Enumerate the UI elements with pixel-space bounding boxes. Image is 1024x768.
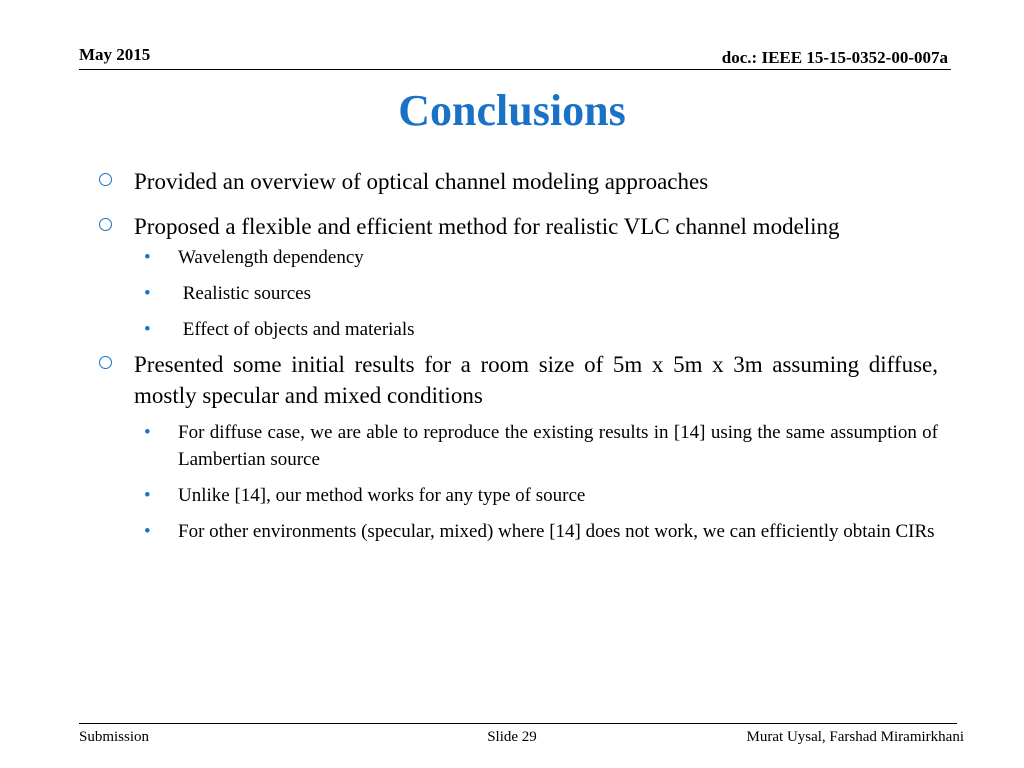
bullet-3	[96, 349, 938, 411]
hollow-circle-bullet-icon	[99, 356, 112, 369]
hollow-circle-bullet-icon	[99, 173, 112, 186]
hollow-circle-bullet-icon	[99, 218, 112, 231]
dot-bullet-icon: •	[144, 283, 151, 304]
footer-authors: Murat Uysal, Farshad Miramirkhani	[746, 729, 964, 745]
bullet-1	[96, 166, 938, 197]
slide-title: Conclusions	[398, 86, 626, 135]
dot-bullet-icon: •	[144, 485, 151, 506]
footer-submission: Submission	[79, 729, 150, 745]
sub-bullet-2-3	[144, 316, 938, 343]
sub-bullet-3-3-text: For other environments (specular, mixed) where [14] does not work, we can efficiently obtain CIRs	[178, 521, 935, 542]
slide-content	[96, 166, 938, 545]
footer-slide-number: Slide 29	[487, 729, 537, 745]
bullet-2	[96, 211, 938, 242]
sub-bullet-3-1	[144, 419, 938, 473]
sub-bullet-3-3	[144, 518, 938, 545]
sub-bullet-2-3-text: Effect of objects and materials	[178, 319, 415, 340]
sub-bullet-3-2-text: Unlike [14], our method works for any type of source	[178, 485, 586, 506]
bullet-2-text: Proposed a flexible and efficient method for realistic VLC channel modeling	[134, 214, 840, 239]
sub-bullet-2-2-text: Realistic sources	[178, 283, 311, 304]
bullet-3-text: Presented some initial results for a room size of 5m x 5m x 3m assuming diffuse, mostly specular and mixed conditions	[134, 352, 938, 408]
header-rule	[79, 69, 951, 70]
header-doc-id: doc.: IEEE 15-15-0352-00-007a	[721, 48, 948, 67]
dot-bullet-icon: •	[144, 422, 151, 443]
dot-bullet-icon: •	[144, 319, 151, 340]
footer-rule	[79, 723, 957, 724]
header-date: May 2015	[79, 45, 151, 64]
sub-bullet-2-2	[144, 280, 938, 307]
sub-bullet-3-2	[144, 482, 938, 509]
sub-bullet-2-1	[144, 244, 938, 271]
sub-bullet-2-1-text: Wavelength dependency	[178, 247, 364, 268]
bullet-1-text: Provided an overview of optical channel modeling approaches	[134, 169, 709, 194]
dot-bullet-icon: •	[144, 521, 151, 542]
sub-bullet-3-1-text: For diffuse case, we are able to reproduce the existing results in [14] using the same assumption of Lambertian source	[178, 422, 938, 470]
dot-bullet-icon: •	[144, 247, 151, 268]
